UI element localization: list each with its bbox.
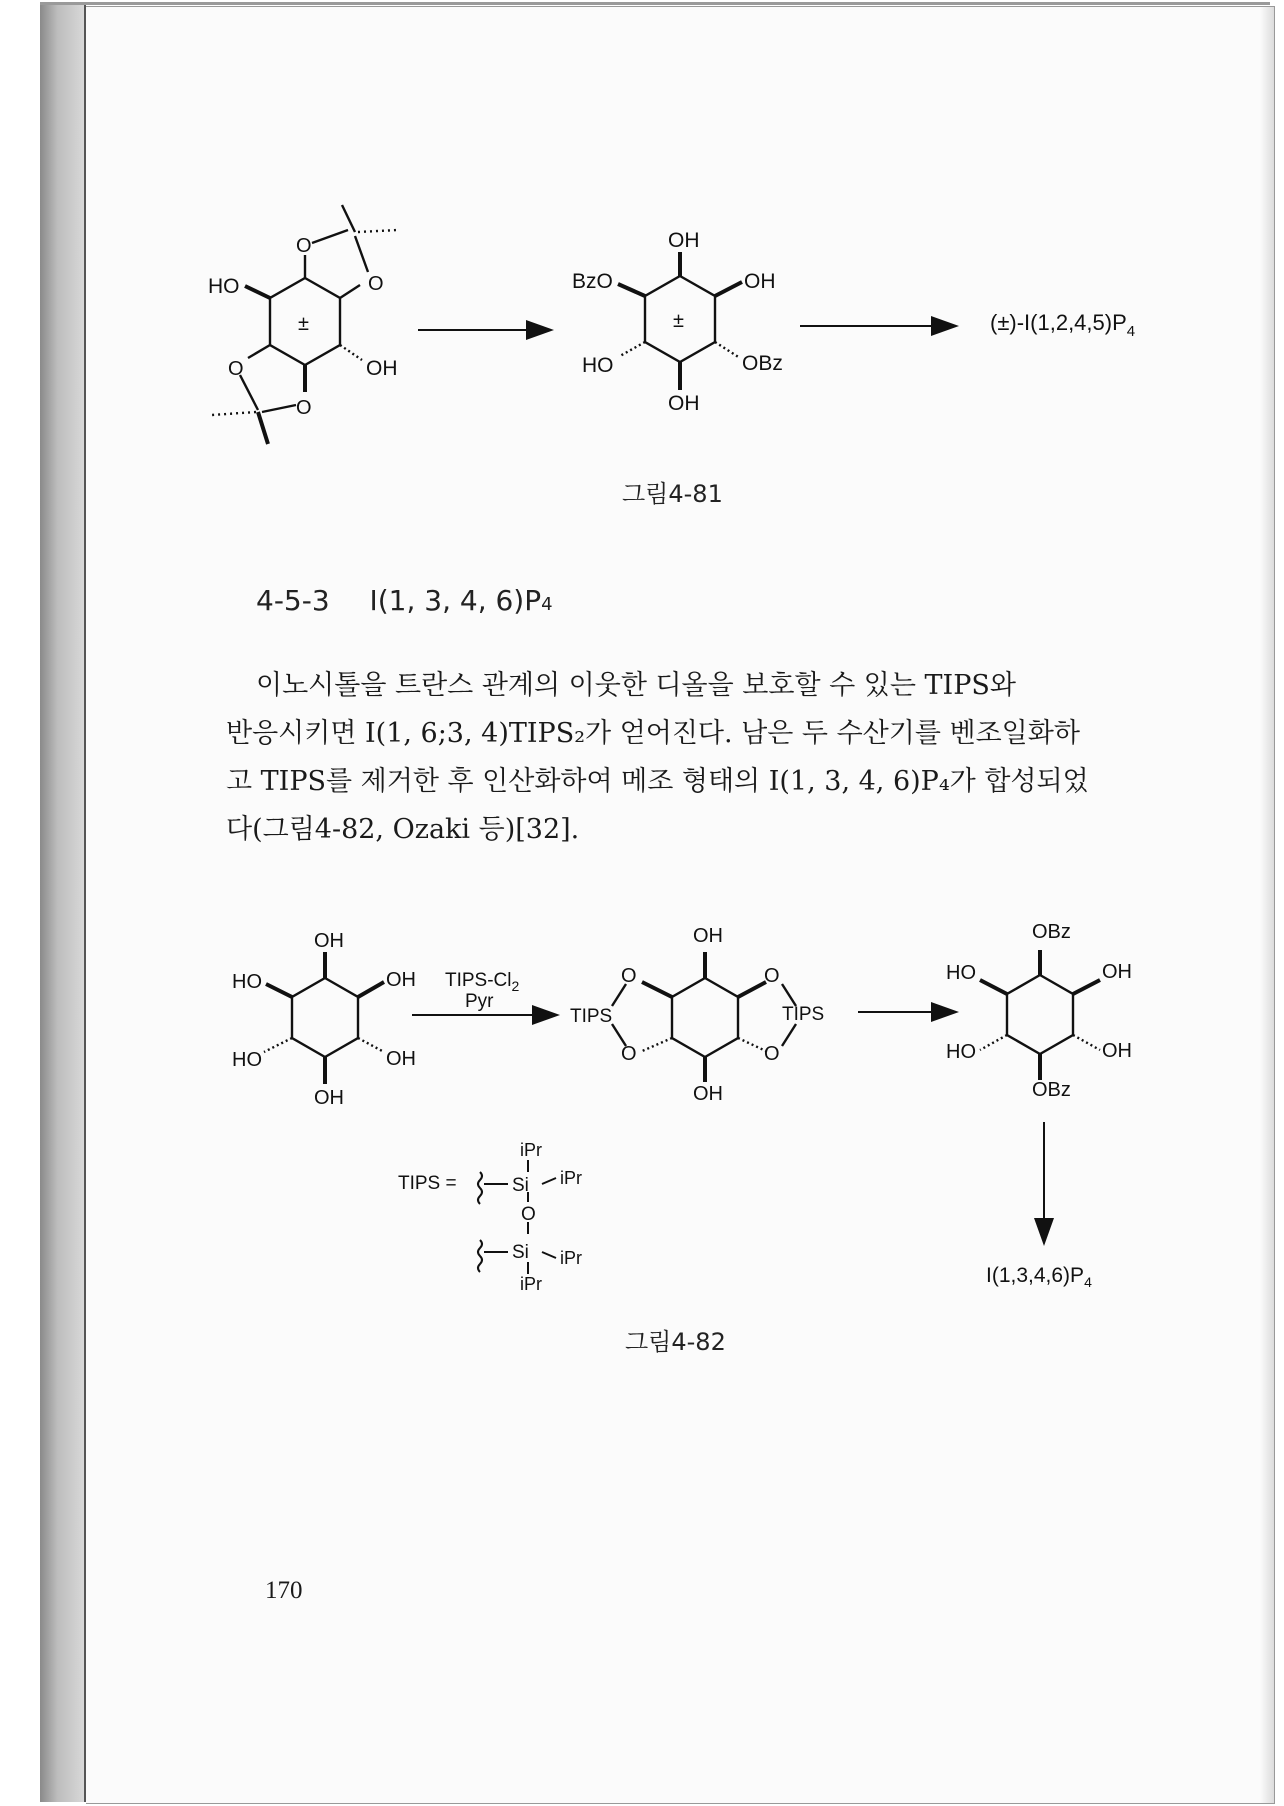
figure-4-81-caption: 그림4-81	[622, 480, 723, 508]
inositol-ho-lower: HO	[232, 1049, 262, 1071]
dibenzoyl-oh-lower: OH	[1102, 1040, 1132, 1062]
inositol-ho-left: HO	[232, 971, 262, 993]
figure-4-81-scheme	[0, 0, 1284, 520]
tips-oxygen: O	[521, 1204, 536, 1225]
reagent-label-1: TIPS-$Cl_2$	[445, 970, 520, 994]
paragraph-line-3: 고 TIPS를 제거한 후 인산화하여 메조 형태의 I(1, 3, 4, 6)P₄가 합성되었	[226, 766, 1089, 797]
tips-si-top: Si	[512, 1175, 529, 1196]
tips-ipr-right-top: iPr	[560, 1168, 582, 1188]
product-label: $(\pm)-I(1,2,4,5)P_4$	[990, 310, 1136, 340]
body-paragraph	[226, 662, 1146, 854]
paragraph-line-2: 반응시키면 I(1, 6;3, 4)TIPS₂가 얻어진다. 남은 두 수산기를 벤조일화하	[226, 718, 1080, 749]
diacetonide-o-bottom1: O	[228, 358, 244, 380]
diacetonide-ho-label: HO	[208, 275, 240, 298]
dibenzoate-bzo: BzO	[572, 270, 613, 293]
dibenzoate-obz: OBz	[742, 352, 783, 375]
section-title: I(1, 3, 4, 6)P	[369, 584, 542, 617]
dibenzoyl-obz-bottom: OBz	[1032, 1079, 1071, 1101]
inositol-oh-lower: OH	[386, 1048, 416, 1070]
tips-ipr-top: iPr	[520, 1140, 542, 1160]
figure-4-82-scheme	[0, 900, 1284, 1340]
dibenzoyl-obz-top: OBz	[1032, 921, 1071, 943]
diacetonide-oh-label: OH	[366, 357, 398, 380]
tips-definition-label: TIPS =	[398, 1173, 457, 1194]
dibenzoate-ho: HO	[582, 354, 614, 377]
dibenzoate-ring-marker: ±	[673, 310, 684, 332]
bis-tips-tips-left: TIPS	[570, 1006, 613, 1027]
final-product-label: $I(1,3,4,6)P_4$	[986, 1264, 1092, 1290]
dibenzoyl-ho-lower: HO	[946, 1041, 976, 1063]
inositol-oh-top: OH	[314, 930, 344, 952]
bis-tips-o3: O	[621, 1043, 637, 1065]
dibenzoate-oh-right: OH	[744, 270, 776, 293]
diacetonide-o-top1: O	[296, 235, 312, 257]
paragraph-line-1: 이노시톨을 트란스 관계의 이웃한 디올을 보호할 수 있는 TIPS와	[256, 670, 1016, 701]
bis-tips-tips-right: TIPS	[782, 1004, 825, 1025]
tips-ipr-bottom: iPr	[520, 1274, 542, 1294]
inositol-molecule	[264, 952, 384, 1084]
bis-tips-oh-bottom: OH	[693, 1083, 723, 1105]
inositol-oh-right: OH	[386, 969, 416, 991]
section-title-subscript: 4	[541, 594, 553, 615]
bis-tips-oh-top: OH	[693, 925, 723, 947]
dibenzoyl-oh-right: OH	[1102, 961, 1132, 983]
tips-si-bottom: Si	[512, 1242, 529, 1263]
diacetonide-o-top2: O	[368, 273, 384, 295]
inositol-oh-bottom: OH	[314, 1087, 344, 1109]
section-number: 4-5-3	[256, 584, 330, 617]
diacetonide-o-bottom2: O	[296, 397, 312, 419]
dibenzoyl-ho-left: HO	[946, 962, 976, 984]
paragraph-line-4: 다(그림4-82, Ozaki 등)[32].	[226, 814, 580, 845]
section-heading	[256, 584, 553, 617]
tips-ipr-right-bottom: iPr	[560, 1248, 582, 1268]
dibenzoate-top-oh: OH	[668, 229, 700, 252]
bis-tips-o4: O	[764, 1043, 780, 1065]
figure-4-82-caption: 그림4-82	[625, 1328, 726, 1356]
dibenzoyl-inositol-molecule	[980, 950, 1100, 1080]
diacetonide-ring-marker: ±	[298, 313, 309, 335]
page-number: 170	[265, 1577, 303, 1604]
bis-tips-o1: O	[621, 965, 637, 987]
dibenzoate-bottom-oh: OH	[668, 392, 700, 415]
reagent-label-2: Pyr	[465, 991, 494, 1012]
bis-tips-o2: O	[764, 965, 780, 987]
